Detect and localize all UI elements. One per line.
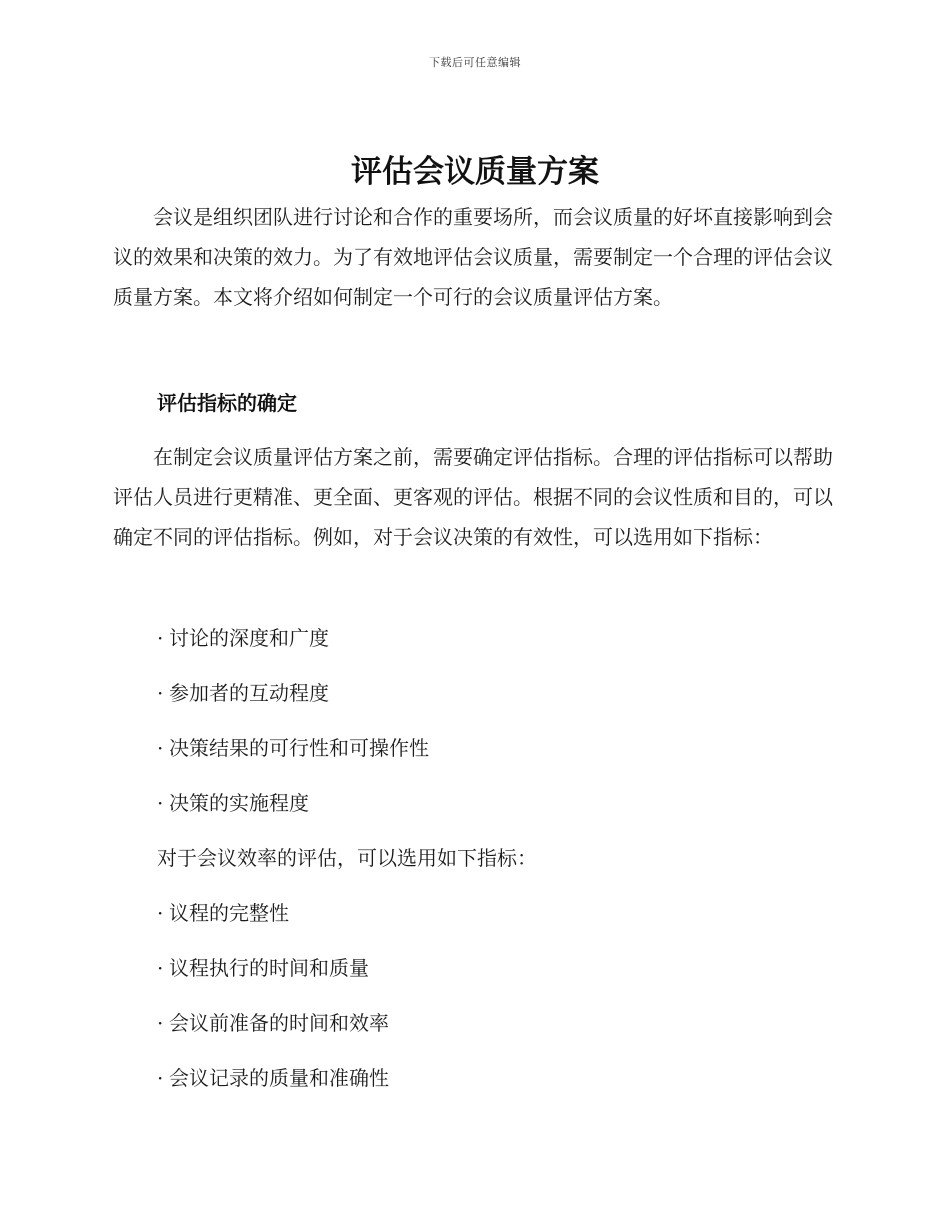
efficiency-intro: 对于会议效率的评估，可以选用如下指标： xyxy=(157,846,537,870)
running-header: 下载后可任意编辑 xyxy=(429,56,521,69)
list-item-text: 会议前准备的时间和效率 xyxy=(169,1011,389,1035)
document-title: 评估会议质量方案 xyxy=(351,154,599,190)
list-item-text: 会议记录的质量和准确性 xyxy=(169,1066,389,1090)
list-item-text: 议程执行的时间和质量 xyxy=(169,956,369,980)
intro-paragraph xyxy=(113,197,833,317)
list-item-efficiency-3 xyxy=(157,1003,389,1043)
bullet-marker: · xyxy=(157,901,164,925)
section-paragraph xyxy=(113,437,833,557)
list-item-decision-3 xyxy=(157,728,429,768)
list-item-text: 参加者的互动程度 xyxy=(169,681,329,705)
list-item-decision-1 xyxy=(157,618,329,658)
list-item-decision-2 xyxy=(157,673,329,713)
bullet-marker: · xyxy=(157,626,164,650)
list-item-decision-4 xyxy=(157,783,309,823)
bullet-marker: · xyxy=(157,736,164,760)
bullet-marker: · xyxy=(157,1066,164,1090)
section-text: 在制定会议质量评估方案之前，需要确定评估指标。合理的评估指标可以帮助评估人员进行更精准、更全面、更客观的评估。根据不同的会议性质和目的，可以确定不同的评估指标。例如，对于会议决策的有效性，可以选用如下指标： xyxy=(113,445,833,549)
list-item-text: 议程的完整性 xyxy=(169,901,289,925)
bullet-marker: · xyxy=(157,956,164,980)
list-item-text: 决策的实施程度 xyxy=(169,791,309,815)
bullet-marker: · xyxy=(157,791,164,815)
list-item-text: 讨论的深度和广度 xyxy=(169,626,329,650)
intro-text: 会议是组织团队进行讨论和合作的重要场所，而会议质量的好坏直接影响到会议的效果和决策的效力。为了有效地评估会议质量，需要制定一个合理的评估会议质量方案。本文将介绍如何制定一个可行的会议质量评估方案。 xyxy=(113,205,833,309)
list-item-efficiency-2 xyxy=(157,948,369,988)
list-item-efficiency-4 xyxy=(157,1058,389,1098)
section-heading: 评估指标的确定 xyxy=(157,391,297,415)
list-item-efficiency-1 xyxy=(157,893,289,933)
list-item-text: 决策结果的可行性和可操作性 xyxy=(169,736,429,760)
bullet-marker: · xyxy=(157,681,164,705)
bullet-marker: · xyxy=(157,1011,164,1035)
